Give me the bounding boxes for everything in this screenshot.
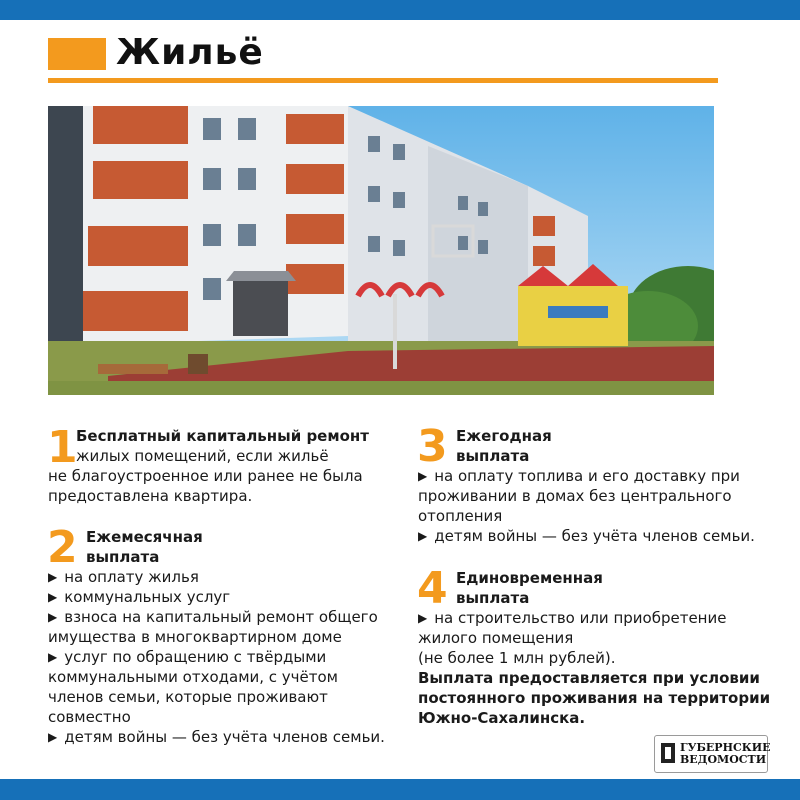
item-title: Ежегодная <box>456 427 552 445</box>
item-bullet-line: ▶ на строительство или приобретение <box>418 609 727 627</box>
item-text-line: отопления <box>418 507 503 525</box>
bottom-blue-bar <box>0 779 800 800</box>
item-title: выплата <box>456 447 530 465</box>
bullet-triangle-icon: ▶ <box>48 730 58 744</box>
item-condition-line: Выплата предоставляется при условии <box>418 669 760 687</box>
item-number: 3 <box>417 421 448 472</box>
item-bullet-line: ▶ на оплату жилья <box>48 568 199 586</box>
item-bullet-line: ▶ на оплату топлива и его доставку при <box>418 467 740 485</box>
item-bullet-line: ▶ взноса на капитальный ремонт общего <box>48 608 378 626</box>
item-text-line: (не более 1 млн рублей). <box>418 649 616 667</box>
item-bullet-line: ▶ коммунальных услуг <box>48 588 231 606</box>
item-text-line: коммунальными отходами, с учётом <box>48 668 339 686</box>
item-bullet-line: ▶ детям войны — без учёта членов семьи. <box>418 527 755 545</box>
item-condition-line: Южно-Сахалинска. <box>418 709 586 727</box>
item-title: Единовременная <box>456 569 603 587</box>
benefit-item-2 <box>47 522 393 751</box>
bullet-triangle-icon: ▶ <box>48 570 58 584</box>
bullet-triangle-icon: ▶ <box>418 611 428 625</box>
bullet-triangle-icon: ▶ <box>48 650 58 664</box>
logo-mark-icon <box>661 743 675 763</box>
page-title: Жильё <box>116 32 264 73</box>
bullet-triangle-icon: ▶ <box>418 529 428 543</box>
top-blue-bar <box>0 0 800 20</box>
logo-line-1: ГУБЕРНСКИЕ <box>680 741 771 754</box>
item-number: 1 <box>47 422 78 473</box>
item-number: 2 <box>47 522 78 573</box>
item-number: 4 <box>417 563 448 614</box>
apartment-building-illustration <box>48 106 714 395</box>
item-bullet-line: ▶ детям войны — без учёта членов семьи. <box>48 728 385 746</box>
item-text-line: предоставлена квартира. <box>48 487 253 505</box>
benefit-item-3 <box>417 421 763 550</box>
item-text-line: совместно <box>48 708 131 726</box>
housing-photo <box>48 106 714 395</box>
item-text-line: проживании в домах без центрального <box>418 487 732 505</box>
bullet-triangle-icon: ▶ <box>48 610 58 624</box>
item-title: выплата <box>456 589 530 607</box>
item-text-line: членов семьи, которые проживают <box>48 688 328 706</box>
header-orange-rule <box>48 78 718 83</box>
item-bullet-line: ▶ услуг по обращению с твёрдыми <box>48 648 327 666</box>
header-orange-square <box>48 38 106 70</box>
item-text-line: жилого помещения <box>418 629 574 647</box>
section-header <box>48 32 718 88</box>
item-title: выплата <box>86 548 160 566</box>
bullet-triangle-icon: ▶ <box>48 590 58 604</box>
benefit-item-1 <box>47 422 388 506</box>
item-text-line: не благоустроенное или ранее не была <box>48 467 363 485</box>
item-text-line: имущества в многоквартирном доме <box>48 628 342 646</box>
item-condition-line: постоянного проживания на территории <box>418 689 771 707</box>
item-text-line: жилых помещений, если жильё <box>76 447 329 465</box>
item-title: Бесплатный капитальный ремонт <box>76 427 369 445</box>
benefit-item-4 <box>417 563 771 732</box>
bullet-triangle-icon: ▶ <box>418 469 428 483</box>
item-title: Ежемесячная <box>86 528 203 546</box>
logo-line-2: ВЕДОМОСТИ <box>680 753 767 766</box>
publisher-logo <box>654 735 771 773</box>
